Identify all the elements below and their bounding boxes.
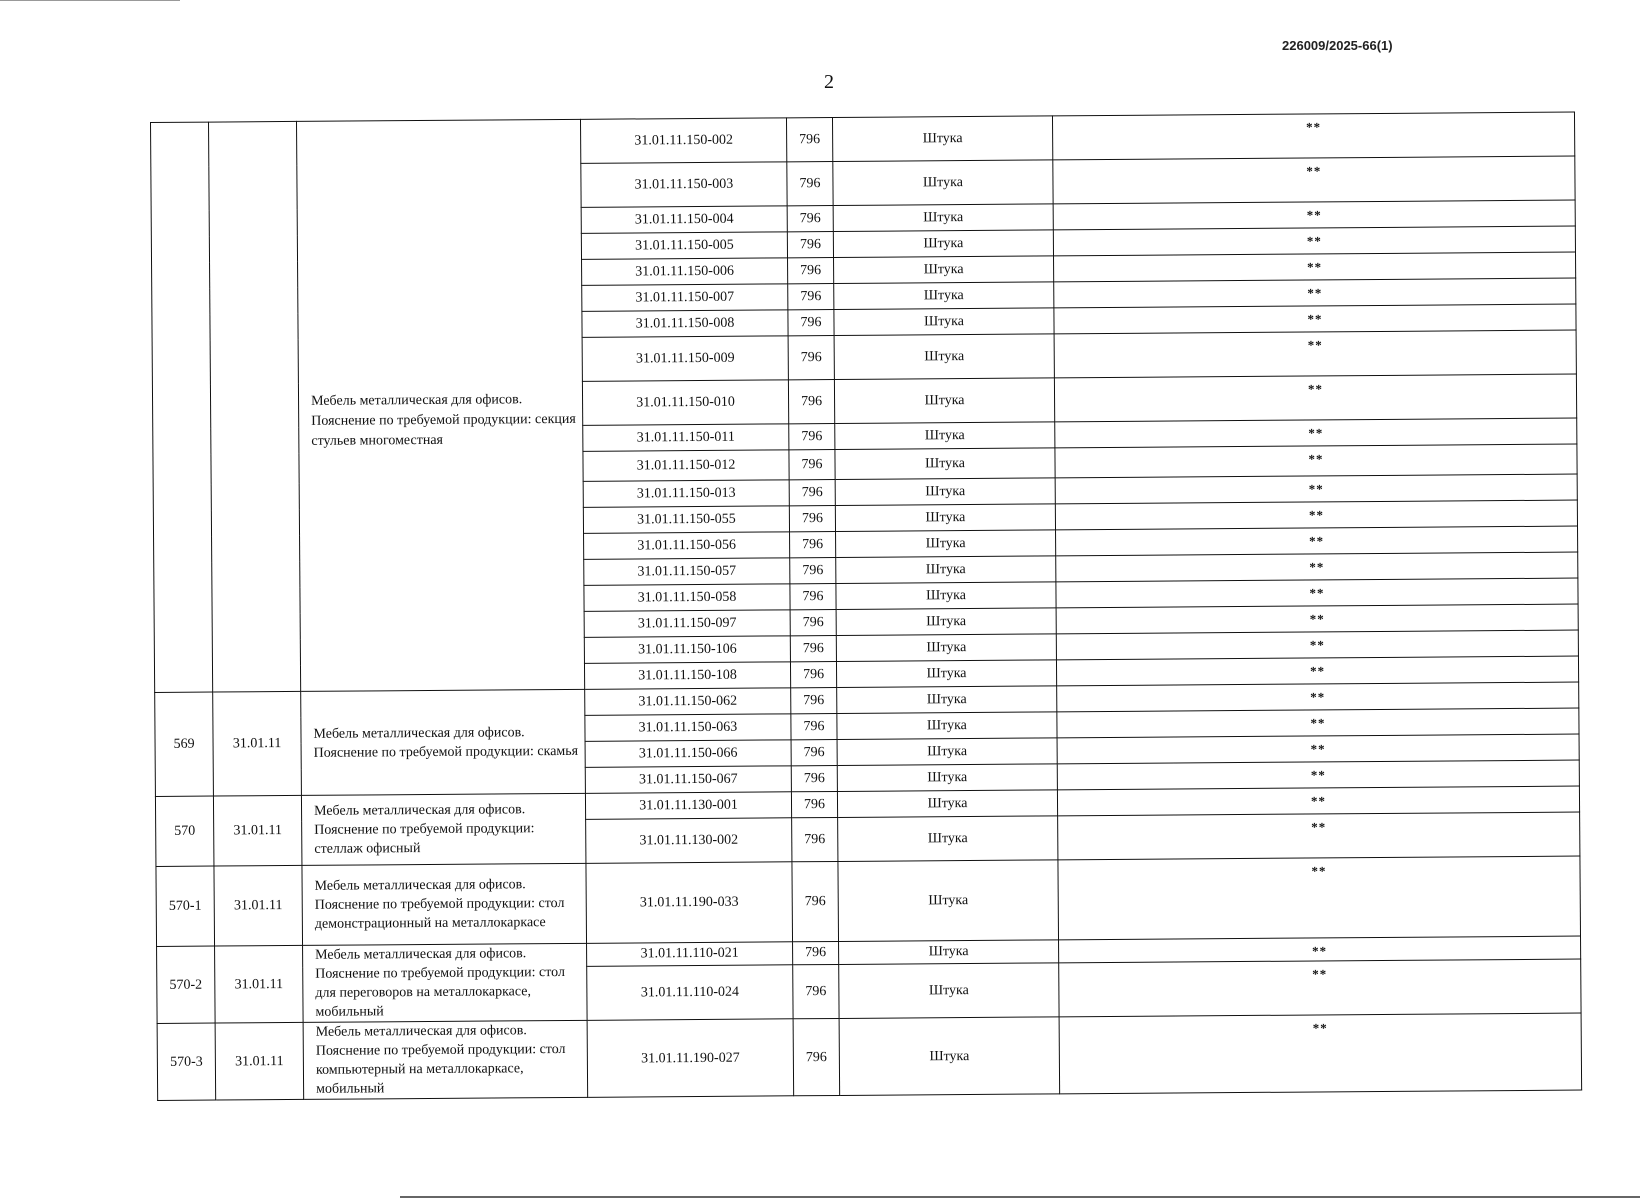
position-number-cell: 569: [155, 692, 214, 796]
ktru-code-cell: 31.01.11.150-066: [585, 740, 791, 768]
ktru-code-cell: 31.01.11.150-002: [580, 118, 786, 164]
note-cell: **: [1057, 734, 1579, 764]
note-cell: **: [1057, 786, 1579, 816]
position-number-cell: 570-2: [157, 946, 216, 1023]
ktru-code-cell: 31.01.11.150-063: [585, 714, 791, 742]
okei-code-cell: 796: [790, 609, 836, 635]
unit-cell: Штука: [833, 160, 1053, 206]
unit-cell: Штука: [835, 422, 1055, 450]
unit-cell: Штука: [836, 634, 1056, 662]
okpd-code-cell: [209, 121, 301, 692]
unit-cell: Штука: [838, 816, 1058, 862]
note-cell: **: [1056, 578, 1578, 608]
unit-cell: Штука: [837, 686, 1057, 714]
okpd-code-cell: 31.01.11: [213, 691, 302, 796]
unit-cell: Штука: [836, 582, 1056, 610]
okei-code-cell: 796: [790, 661, 836, 687]
okei-code-cell: 796: [788, 257, 834, 283]
note-cell: **: [1052, 112, 1574, 160]
unit-cell: Штука: [834, 334, 1054, 380]
okei-code-cell: 796: [791, 791, 837, 817]
unit-cell: Штука: [836, 530, 1056, 558]
okpd-code-cell: 31.01.11: [215, 1022, 304, 1100]
position-number-cell: [151, 122, 213, 692]
okei-code-cell: 796: [789, 449, 835, 479]
unit-cell: Штука: [835, 448, 1055, 480]
unit-cell: Штука: [832, 116, 1052, 162]
product-description-cell: Мебель металлическая для офисов. Пояснение по требуемой продукции: стеллаж офисный: [301, 793, 586, 865]
note-cell: **: [1057, 682, 1579, 712]
okei-code-cell: 796: [788, 309, 834, 335]
note-cell: **: [1057, 760, 1579, 790]
unit-cell: Штука: [834, 308, 1054, 336]
note-cell: **: [1056, 552, 1578, 582]
note-cell: **: [1055, 500, 1577, 530]
ktru-code-cell: 31.01.11.150-007: [582, 284, 788, 312]
product-description-cell: Мебель металлическая для офисов. Пояснение по требуемой продукции: стол для переговоров на металлокаркасе, мобильный: [303, 943, 588, 1022]
ktru-code-cell: 31.01.11.150-057: [584, 558, 790, 586]
specification-table: [150, 112, 1582, 1101]
note-cell: **: [1057, 708, 1579, 738]
ktru-code-cell: 31.01.11.150-003: [581, 162, 787, 208]
note-cell: **: [1058, 812, 1580, 860]
note-cell: **: [1056, 526, 1578, 556]
okpd-code-cell: 31.01.11: [214, 865, 303, 946]
ktru-code-cell: 31.01.11.150-067: [585, 766, 791, 794]
note-cell: **: [1053, 156, 1575, 204]
note-cell: **: [1054, 374, 1576, 422]
note-cell: **: [1055, 444, 1577, 478]
ktru-code-cell: 31.01.11.150-055: [583, 506, 789, 534]
okei-code-cell: 796: [793, 964, 839, 1018]
document-number: 226009/2025-66(1): [1282, 38, 1393, 53]
note-cell: **: [1059, 936, 1581, 963]
ktru-code-cell: 31.01.11.130-002: [586, 818, 792, 864]
note-cell: **: [1056, 656, 1578, 686]
okei-code-cell: 796: [788, 379, 834, 423]
ktru-code-cell: 31.01.11.150-056: [584, 532, 790, 560]
okei-code-cell: 796: [788, 283, 834, 309]
note-cell: **: [1054, 252, 1576, 282]
ktru-code-cell: 31.01.11.150-006: [582, 258, 788, 286]
okei-code-cell: 796: [787, 205, 833, 231]
okei-code-cell: 796: [790, 531, 836, 557]
unit-cell: Штука: [839, 963, 1059, 1019]
ktru-code-cell: 31.01.11.150-005: [581, 232, 787, 260]
ktru-code-cell: 31.01.11.150-013: [583, 480, 789, 508]
okei-code-cell: 796: [787, 231, 833, 257]
product-description-cell: Мебель металлическая для офисов. Пояснение по требуемой продукции: секция стульев многоместная: [296, 119, 584, 691]
ktru-code-cell: 31.01.11.150-008: [582, 310, 788, 338]
note-cell: **: [1056, 604, 1578, 634]
scan-edge-top: [0, 0, 180, 1]
note-cell: **: [1058, 856, 1581, 940]
okei-code-cell: 796: [792, 817, 838, 861]
unit-cell: Штука: [834, 256, 1054, 284]
position-number-cell: 570-3: [157, 1023, 216, 1100]
okei-code-cell: 796: [789, 505, 835, 531]
product-description-cell: Мебель металлическая для офисов. Пояснение по требуемой продукции: скамья: [301, 689, 586, 795]
note-cell: **: [1053, 200, 1575, 230]
unit-cell: Штука: [837, 738, 1057, 766]
okpd-code-cell: 31.01.11: [215, 945, 304, 1023]
okei-code-cell: 796: [793, 941, 839, 964]
position-number-cell: 570-1: [156, 866, 215, 946]
unit-cell: Штука: [836, 608, 1056, 636]
table-row: [156, 856, 1581, 946]
okei-code-cell: 796: [790, 557, 836, 583]
ktru-code-cell: 31.01.11.150-012: [583, 450, 789, 482]
ktru-code-cell: 31.01.11.150-097: [584, 610, 790, 638]
ktru-code-cell: 31.01.11.150-108: [584, 662, 790, 690]
unit-cell: Штука: [834, 282, 1054, 310]
ktru-code-cell: 31.01.11.190-027: [587, 1019, 794, 1098]
note-cell: **: [1059, 959, 1581, 1017]
okei-code-cell: 796: [792, 861, 839, 941]
unit-cell: Штука: [835, 504, 1055, 532]
ktru-code-cell: 31.01.11.150-009: [582, 336, 788, 382]
ktru-code-cell: 31.01.11.110-024: [587, 965, 793, 1021]
unit-cell: Штука: [833, 204, 1053, 232]
unit-cell: Штука: [837, 764, 1057, 792]
product-description-cell: Мебель металлическая для офисов. Пояснение по требуемой продукции: стол демонстрационный на металлокаркасе: [302, 863, 587, 945]
ktru-code-cell: 31.01.11.150-058: [584, 584, 790, 612]
okei-code-cell: 796: [789, 479, 835, 505]
unit-cell: Штука: [834, 378, 1054, 424]
okei-code-cell: 796: [791, 739, 837, 765]
unit-cell: Штука: [838, 860, 1059, 942]
okei-code-cell: 796: [787, 161, 833, 205]
ktru-code-cell: 31.01.11.130-001: [585, 792, 791, 820]
table-body: [151, 112, 1582, 1100]
unit-cell: Штука: [837, 790, 1057, 818]
note-cell: **: [1054, 278, 1576, 308]
unit-cell: Штука: [839, 940, 1059, 965]
unit-cell: Штука: [835, 478, 1055, 506]
unit-cell: Штука: [839, 1017, 1060, 1096]
table-row: [157, 1013, 1582, 1100]
ktru-code-cell: 31.01.11.190-033: [586, 862, 793, 944]
note-cell: **: [1054, 304, 1576, 334]
unit-cell: Штука: [833, 230, 1053, 258]
okei-code-cell: 796: [788, 335, 834, 379]
note-cell: **: [1055, 418, 1577, 448]
unit-cell: Штука: [837, 712, 1057, 740]
ktru-code-cell: 31.01.11.150-062: [585, 688, 791, 716]
scan-edge-bottom: [400, 1196, 1640, 1198]
okei-code-cell: 796: [790, 635, 836, 661]
okei-code-cell: 796: [793, 1018, 840, 1095]
okei-code-cell: 796: [791, 713, 837, 739]
okei-code-cell: 796: [786, 117, 832, 161]
okpd-code-cell: 31.01.11: [213, 795, 302, 866]
ktru-code-cell: 31.01.11.150-004: [581, 206, 787, 234]
unit-cell: Штука: [836, 556, 1056, 584]
note-cell: **: [1054, 330, 1576, 378]
okei-code-cell: 796: [789, 423, 835, 449]
okei-code-cell: 796: [790, 583, 836, 609]
note-cell: **: [1055, 474, 1577, 504]
page-number: 2: [824, 71, 834, 93]
note-cell: **: [1059, 1013, 1582, 1094]
note-cell: **: [1056, 630, 1578, 660]
ktru-code-cell: 31.01.11.150-011: [583, 424, 789, 452]
product-description-cell: Мебель металлическая для офисов. Пояснение по требуемой продукции: стол компьютерный на металлокаркасе, мобильный: [303, 1020, 588, 1099]
ktru-code-cell: 31.01.11.110-021: [587, 942, 793, 966]
ktru-code-cell: 31.01.11.150-010: [582, 380, 788, 426]
ktru-code-cell: 31.01.11.150-106: [584, 636, 790, 664]
position-number-cell: 570: [155, 796, 214, 866]
okei-code-cell: 796: [791, 765, 837, 791]
note-cell: **: [1053, 226, 1575, 256]
okei-code-cell: 796: [791, 687, 837, 713]
unit-cell: Штука: [836, 660, 1056, 688]
